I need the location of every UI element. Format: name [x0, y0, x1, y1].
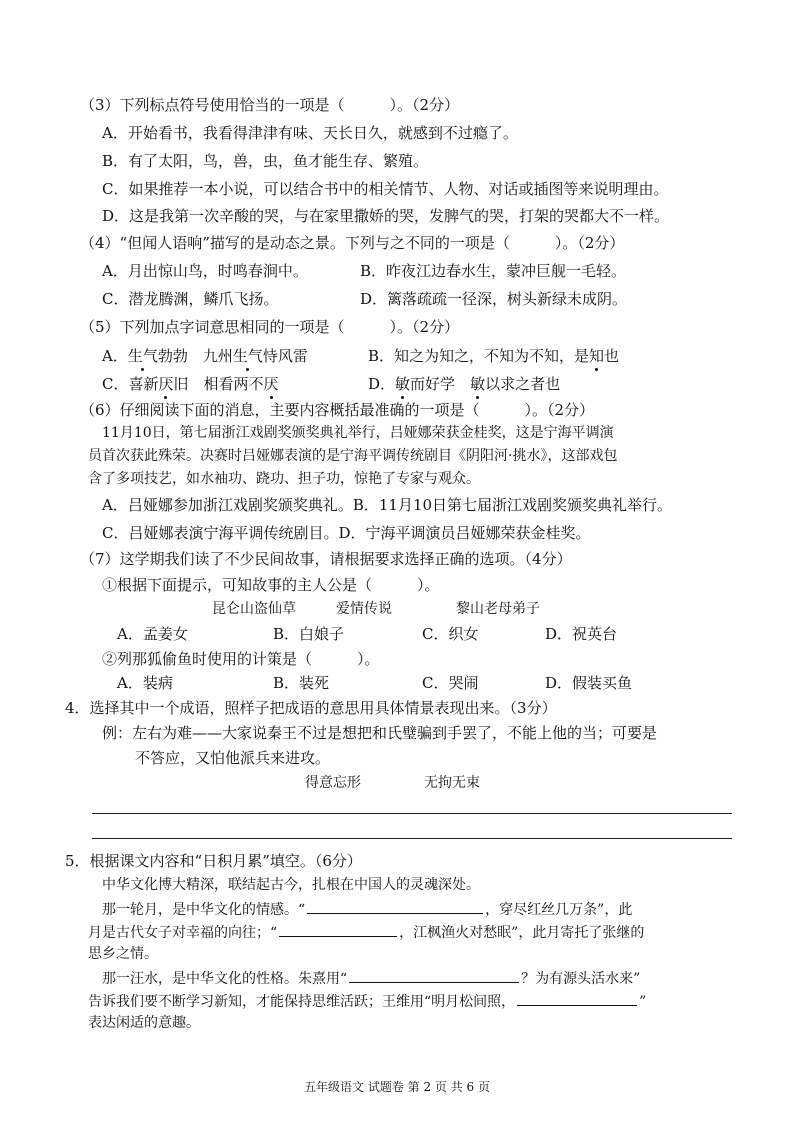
option-text: 以求之者也 [485, 375, 561, 393]
q7-tip-3: 黎山老母弟子 [456, 601, 540, 617]
fill-text: 月是古代女子对幸福的向往；“ [88, 925, 278, 941]
q-fill-line-6: 表达闲适的意趣。 [88, 1015, 200, 1031]
fill-text: ，穿尽红丝几万条”，此 [485, 902, 633, 918]
q7-stem: （7）这学期我们读了不少民间故事，请根据要求选择正确的选项。（4分） [80, 550, 572, 568]
dotted-word: 敏 [395, 375, 411, 393]
answer-line[interactable] [92, 813, 732, 814]
q4-option-a: A．月出惊山鸟，时鸣春涧中。 [102, 262, 308, 280]
q7-tip-2: 爱情传说 [336, 601, 392, 617]
fill-text: 告诉我们要不断学习新知，才能保持思维活跃；王维用“明月松间照， [88, 994, 516, 1010]
dotted-word: 厌 [263, 375, 279, 393]
q7-sub1-option-a: A．孟姜女 [117, 625, 188, 643]
q7-sub2-option-b: B．装死 [273, 674, 330, 692]
fill-text: ” [639, 994, 647, 1010]
option-text: 也 [604, 347, 620, 365]
option-text: 勃勃 九州 [157, 347, 233, 365]
q7-sub1-option-c: C．织女 [422, 625, 479, 643]
q6-stem: （6）仔细阅读下面的消息，主要内容概括最准确的一项是（ ）。（2分） [80, 401, 595, 419]
option-letter: A． [102, 347, 128, 365]
q-fill-intro: 中华文化博大精深，联结起古今，扎根在中国人的灵魂深处。 [102, 877, 480, 893]
fill-text: ，江枫渔火对愁眠”，此月寄托了张继的 [399, 925, 645, 941]
q7-sub2-stem: ②列那狐偷鱼时使用的计策是（ ）。 [102, 650, 380, 668]
dotted-word: 生气 [232, 347, 263, 365]
q-fill-stem: 5．根据课文内容和“日积月累”填空。（6分） [65, 852, 362, 870]
option-text: 恃风雷 [262, 347, 308, 365]
q4-option-d: D．篱落疏疏一径深，树头新绿未成阴。 [360, 290, 628, 308]
dotted-word: 生气 [127, 347, 158, 365]
q6-options-ab: A．吕娅娜参加浙江戏剧奖颁奖典礼。B．11月10日第七届浙江戏剧奖颁奖典礼举行。 [102, 496, 673, 514]
q-idiom-example-line-1: 例：左右为难——大家说秦王不过是想把和氏璧骗到手罢了，不能上他的当；可要是 [102, 724, 658, 742]
q6-news-line-2: 员首次获此殊荣。决赛时吕娅娜表演的是宁海平调传统剧目《阴阳河·挑水》，这部戏包 [88, 448, 618, 464]
dotted-word: 知 [589, 347, 605, 365]
q6-news-line-3: 含了多项技艺，如水袖功、跷功、担子功，惊艳了专家与观众。 [88, 471, 480, 487]
option-text: 旧 相看两不 [173, 375, 264, 393]
fill-blank[interactable] [307, 899, 483, 914]
option-letter: D． [368, 375, 396, 393]
q5-stem: （5）下列加点字词意思相同的一项是（ ）。（2分） [80, 318, 460, 336]
q6-options-cd: C．吕娅娜表演宁海平调传统剧目。D．宁海平调演员吕娅娜荣获金桂奖。 [102, 524, 591, 542]
fill-text: ？为有源头活水来” [521, 971, 641, 987]
option-text: C．喜新 [102, 375, 159, 393]
q7-sub2-option-c: C．哭闹 [422, 674, 479, 692]
q3-option-d: D．这是我第一次辛酸的哭，与在家里撒娇的哭，发脾气的哭，打架的哭都大不一样。 [102, 207, 670, 225]
q7-tip-1: 昆仑山盗仙草 [212, 601, 296, 617]
fill-blank[interactable] [279, 922, 397, 937]
dotted-word: 敏 [470, 375, 486, 393]
q3-option-b: B．有了太阳，鸟，兽，虫，鱼才能生存、繁殖。 [102, 152, 429, 170]
fill-blank[interactable] [517, 991, 637, 1006]
q4-stem: （4）“但闻人语响”描写的是动态之景。下列与之不同的一项是（ ）。（2分） [80, 234, 625, 252]
idiom-2: 无拘无束 [424, 775, 480, 791]
q-fill-line-1 [102, 899, 632, 919]
dotted-word: 厌 [158, 375, 174, 393]
q5-option-a [102, 347, 308, 367]
idiom-1: 得意忘形 [305, 775, 361, 791]
q5-option-c [102, 375, 279, 395]
option-text: B．知之为知之，不知为不知，是 [368, 347, 590, 365]
fill-blank[interactable] [349, 968, 519, 983]
answer-line[interactable] [92, 838, 732, 839]
q7-sub1-option-b: B．白娘子 [273, 625, 345, 643]
q7-sub1-stem: ①根据下面提示，可知故事的主人公是（ ）。 [102, 576, 440, 594]
q-fill-line-2 [88, 922, 644, 942]
q3-option-a: A．开始看书，我看得津津有味、天长日久，就感到不过瘾了。 [102, 124, 518, 142]
q3-stem: （3）下列标点符号使用恰当的一项是（ ）。（2分） [80, 96, 460, 114]
page-footer: 五年级语文 试题卷 第 2 页 共 6 页 [304, 1080, 490, 1094]
q-idiom-stem: 4．选择其中一个成语，照样子把成语的意思用具体情景表现出来。（3分） [65, 699, 557, 717]
q7-sub1-option-d: D．祝英台 [545, 625, 618, 643]
q6-news-line-1: 11月10日，第七届浙江戏剧奖颁奖典礼举行，吕娅娜荣获金桂奖，这是宁海平调演 [102, 425, 614, 441]
q5-option-b [368, 347, 619, 367]
q3-option-c: C．如果推荐一本小说，可以结合书中的相关情节、人物、对话或插图等来说明理由。 [102, 180, 669, 198]
q-fill-line-3: 思乡之情。 [88, 946, 158, 962]
q4-option-b: B．昨夜江边春水生，蒙冲巨舰一毛轻。 [360, 262, 627, 280]
q7-sub2-option-d: D．假装买鱼 [545, 674, 633, 692]
q5-option-d [368, 375, 560, 395]
fill-text: 那一轮月，是中华文化的情感。“ [102, 902, 306, 918]
q4-option-c: C．潜龙腾渊，鳞爪飞扬。 [102, 290, 279, 308]
q-idiom-example-line-2: 不答应，又怕他派兵来进攻。 [135, 749, 331, 767]
q7-sub2-option-a: A．装病 [117, 674, 173, 692]
fill-text: 那一汪水，是中华文化的性格。朱熹用“ [102, 971, 348, 987]
q-fill-line-5 [88, 991, 646, 1011]
q-fill-line-4 [102, 968, 640, 988]
option-text: 而好学 [410, 375, 471, 393]
